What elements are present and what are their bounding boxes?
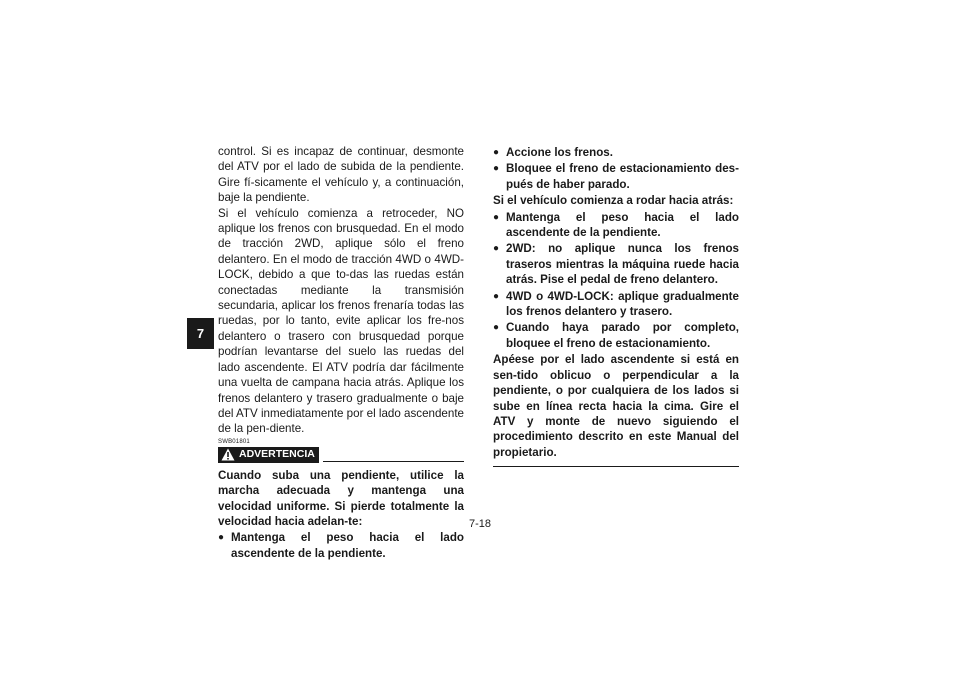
chapter-tab: 7 bbox=[187, 318, 214, 349]
rolling-back-heading: Si el vehículo comienza a rodar hacia atrás: bbox=[493, 194, 734, 208]
bullet-icon: ● bbox=[493, 163, 500, 175]
list-item bbox=[493, 289, 739, 320]
list-item-text: Bloquee el freno de estacionamiento des-pués de haber parado. bbox=[506, 162, 739, 191]
list-item bbox=[493, 210, 739, 241]
warning-rule bbox=[323, 461, 464, 462]
bullet-icon: ● bbox=[493, 211, 500, 223]
paragraph-roll-back: Si el vehículo comienza a retroceder, NO aplique los frenos con brusquedad. En el modo de tracción 2WD, aplique sólo el freno delantero. En el modo de tracción 4WD o 4WD-LOCK, debido a que to-das las ruedas están conectadas mediante la transmisión secundaria, aplicar los frenos frenaría todas las ruedas, por lo tanto, evite aplicar los fre-nos delantero o trasero con brusquedad porque podrían levantarse del suelo las ruedas del lado ascendente. El ATV podría dar fácilmente una vuelta de campana hacia atrás. Aplique los frenos delantero y trasero gradualmente o baje del ATV inmediatamente por el lado ascendente de la pen-diente. bbox=[218, 206, 464, 436]
list-item-text: 2WD: no aplique nunca los frenos traseros mientras la máquina ruede hacia atrás. Pise el pedal de freno delantero. bbox=[506, 242, 739, 287]
list-item-text: Mantenga el peso hacia el lado ascendente de la pendiente. bbox=[506, 210, 739, 240]
list-item bbox=[493, 320, 739, 351]
warning-code: SWB01801 bbox=[218, 438, 250, 445]
bullet-icon: ● bbox=[493, 290, 500, 302]
closing-paragraph: Apéese por el lado ascendente si está en sen-tido oblicuo o perpendicular a la pendiente, o por cualquiera de los lados si sube en línea recta hacia la cima. Gire el ATV y monte de nuevo siguiendo el procedimiento descrito en este Manual del propietario. bbox=[493, 353, 739, 459]
left-column bbox=[218, 144, 464, 562]
warning-triangle-icon bbox=[221, 448, 235, 461]
list-item-text: Mantenga el peso hacia el lado ascendente de la pendiente. bbox=[231, 531, 464, 560]
list-item-text: Accione los frenos. bbox=[506, 146, 613, 159]
list-item bbox=[218, 530, 464, 561]
warning-text: Cuando suba una pendiente, utilice la marcha adecuada y mantenga una velocidad uniforme. Si pierde totalmente la velocidad hacia adelan-te: bbox=[218, 468, 464, 528]
list-item bbox=[493, 145, 739, 160]
paragraph-dismount: control. Si es incapaz de continuar, desmonte del ATV por el lado de subida de la pendiente. Gire fí-sicamente el vehículo y, a continuación, baje la pendiente. bbox=[218, 145, 464, 205]
bullet-icon: ● bbox=[493, 243, 500, 255]
warning-label: ADVERTENCIA bbox=[239, 448, 315, 461]
page-number: 7-18 bbox=[468, 518, 492, 530]
warning-header bbox=[218, 447, 464, 463]
bullet-icon: ● bbox=[218, 532, 225, 544]
right-column bbox=[493, 144, 739, 467]
warning-end-rule bbox=[493, 466, 739, 467]
list-item-text: 4WD o 4WD-LOCK: aplique gradualmente los frenos delantero y trasero. bbox=[506, 289, 739, 319]
list-item bbox=[493, 241, 739, 287]
bullet-icon: ● bbox=[493, 147, 500, 158]
list-item bbox=[493, 161, 739, 192]
bullet-icon: ● bbox=[493, 322, 500, 334]
list-item-text: Cuando haya parado por completo, bloquee el freno de estacionamiento. bbox=[506, 321, 739, 350]
warning-badge bbox=[218, 447, 319, 463]
